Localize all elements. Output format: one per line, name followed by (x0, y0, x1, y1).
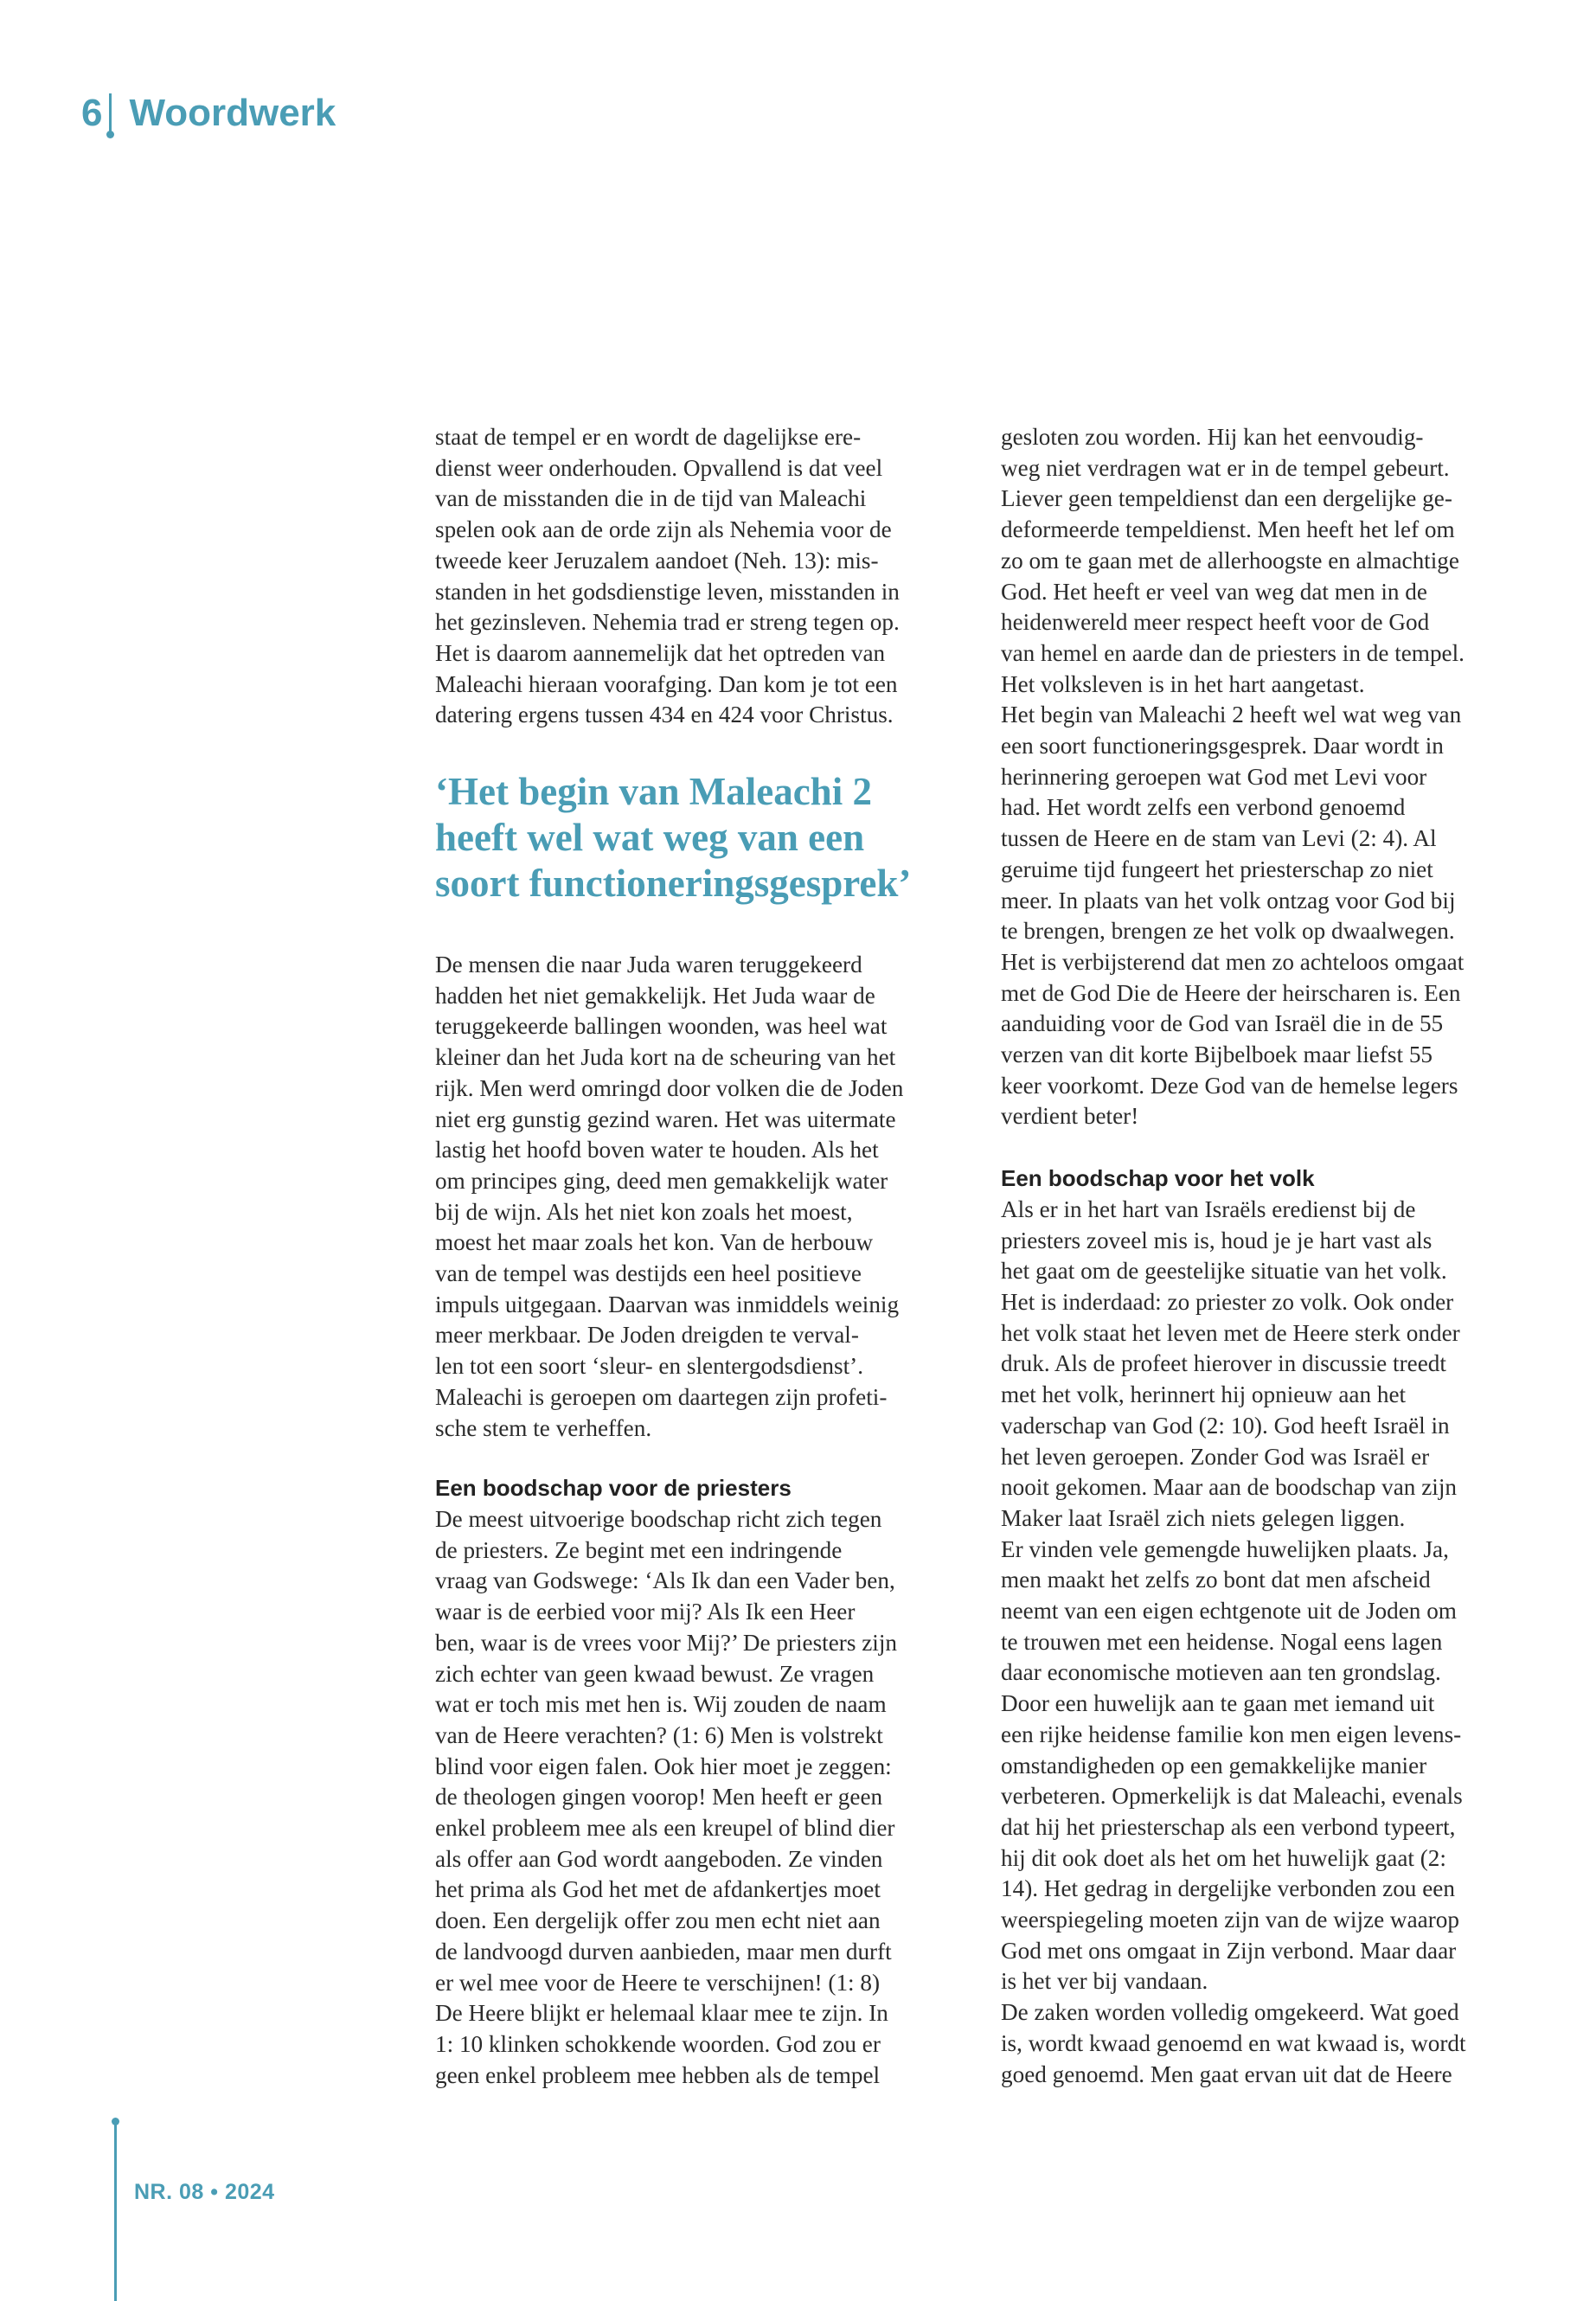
right-column (1001, 422, 1533, 2090)
body-paragraph: De meest uitvoerige boodschap richt zich tegen de priesters. Ze begint met een indringende vraag van Godswege: ‘Als Ik dan een Vader ben, waar is de eerbied voor mij? Als Ik een Heer ben, waar is de vrees voor Mij?’ De priesters zijn zich echter van geen kwaad bewust. Ze vragen wat er toch mis met hen is. Wij zouden de naam van de Heere verachten? (1: 6) Men is volstrekt blind voor eigen falen. Ook hier moet je zeggen: de theologen gingen voorop! Men heeft er geen enkel probleem mee als een kreupel of blind dier als offer aan God wordt aangeboden. Ze vinden het prima als God het met de afdankertjes moet doen. Een dergelijk offer zou men echt niet aan de landvoogd durven aanbieden, maar men durft er wel mee voor de Heere te verschijnen! (1: 8) De Heere blijkt er helemaal klaar mee te zijn. In 1: 10 klinken schokkende woorden. God zou er geen enkel probleem mee hebben als de tempel (435, 1505, 897, 2088)
header-divider (109, 93, 112, 133)
page-header (81, 93, 336, 133)
subheading-volk: Een boodschap voor het volk (1001, 1165, 1315, 1192)
body-paragraph: gesloten zou worden. Hij kan het eenvoudig- weg niet verdragen wat er in de tempel gebeurt. Liever geen tempeldienst dan een dergelijke ge- deformeerde tempeldienst. Men heeft het lef om zo om te gaan met de allerhoogste en almachtige God. Het heeft er veel van weg dat men in de heidenwereld meer respect heeft voor de God van hemel en aarde dan de priesters in de tempel. Het volksleven is in het hart aangetast. (1001, 424, 1465, 697)
left-column (435, 422, 967, 2091)
issue-number: NR. 08 • 2024 (134, 2180, 275, 2204)
body-paragraph: De mensen die naar Juda waren teruggekeerd hadden het niet gemakkelijk. Het Juda waar de teruggekeerde ballingen woonden, was heel wat kleiner dan het Juda kort na de scheuring van het rijk. Men werd omringd door volken die de Joden niet erg gunstig gezind waren. Het was uitermate lastig het hoofd boven water te houden. Als het om principes ging, deed men gemakkelijk water bij de wijn. Als het niet kon zoals het moest, moest het maar zoals het kon. Van de herbouw van de tempel was destijds een heel positieve impuls uitgegaan. Daarvan was inmiddels weinig meer merkbaar. De Joden dreigden te verval- len tot een soort ‘sleur- en slentergodsdienst’. Maleachi is geroepen om daartegen zijn profeti- sche stem te verheffen. (435, 952, 904, 1441)
section-title: Woordwerk (129, 92, 337, 134)
footer-divider (114, 2121, 117, 2301)
body-paragraph: Er vinden vele gemengde huwelijken plaats. Ja, men maakt het zelfs zo bont dat men afscheid neemt van een eigen echtgenote uit de Joden om te trouwen met een heidense. Nogal eens lagen daar economische motieven aan ten grondslag. Door een huwelijk aan te gaan met iemand uit een rijke heidense familie kon men eigen levens- omstandigheden op een gemakkelijke manier verbeteren. Opmerkelijk is dat Maleachi, evenals dat hij het priesterschap als een verbond typeert, hij dit ook doet als het om het huwelijk gaat (2: 14). Het gedrag in dergelijke verbonden zou een weerspiegeling moeten zijn van de wijze waarop God met ons omgaat in Zijn verbond. Maar daar is het ver bij vandaan. (1001, 1535, 1463, 1995)
body-paragraph: staat de tempel er en wordt de dagelijkse ere- dienst weer onderhouden. Opvallend is dat veel van de misstanden die in de tijd van Maleachi spelen ook aan de orde zijn als Nehemia voor de tweede keer Jeruzalem aandoet (Neh. 13): mis- standen in het godsdienstige leven, misstanden in het gezinsleven. Nehemia trad er streng tegen op. Het is daarom aannemelijk dat het optreden van Maleachi hieraan voorafging. Dan kom je tot een datering ergens tussen 434 en 424 voor Christus. (435, 424, 900, 728)
body-paragraph: Als er in het hart van Israëls eredienst bij de priesters zoveel mis is, houd je je hart vast als het gaat om de geestelijke situatie van het volk. Het is inderdaad: zo priester zo volk. Ook onder het volk staat het leven met de Heere sterk onder druk. Als de profeet hierover in discussie treedt met het volk, herinnert hij opnieuw aan het vaderschap van God (2: 10). God heeft Israël in het leven geroepen. Zonder God was Israël er nooit gekomen. Maar aan de boodschap van zijn Maker laat Israël zich niets gelegen liggen. (1001, 1195, 1460, 1531)
body-paragraph: Het begin van Maleachi 2 heeft wel wat weg van een soort functioneringsgesprek. Daar wordt in herinnering geroepen wat God met Levi voor had. Het wordt zelfs een verbond genoemd tussen de Heere en de stam van Levi (2: 4). Al geruime tijd fungeert het priesterschap zo niet meer. In plaats van het volk ontzag voor God bij te brengen, brengen ze het volk op dwaalwegen. Het is verbijsterend dat men zo achteloos omgaat met de God Die de Heere der heirscharen is. Een aanduiding voor de God van Israël die in de 55 verzen van dit korte Bijbelboek maar liefst 55 keer voorkomt. Deze God van de hemelse legers verdient beter! (1001, 702, 1465, 1130)
pull-quote: ‘Het begin van Maleachi 2 heeft wel wat weg van een soort functioneringsgesprek’ (435, 770, 912, 906)
body-paragraph: De zaken worden volledig omgekeerd. Wat goed is, wordt kwaad genoemd en wat kwaad is, wordt goed genoemd. Men gaat ervan uit dat de Heere (1001, 1999, 1466, 2087)
subheading-priesters: Een boodschap voor de priesters (435, 1475, 792, 1502)
page-number: 6 (81, 92, 103, 134)
